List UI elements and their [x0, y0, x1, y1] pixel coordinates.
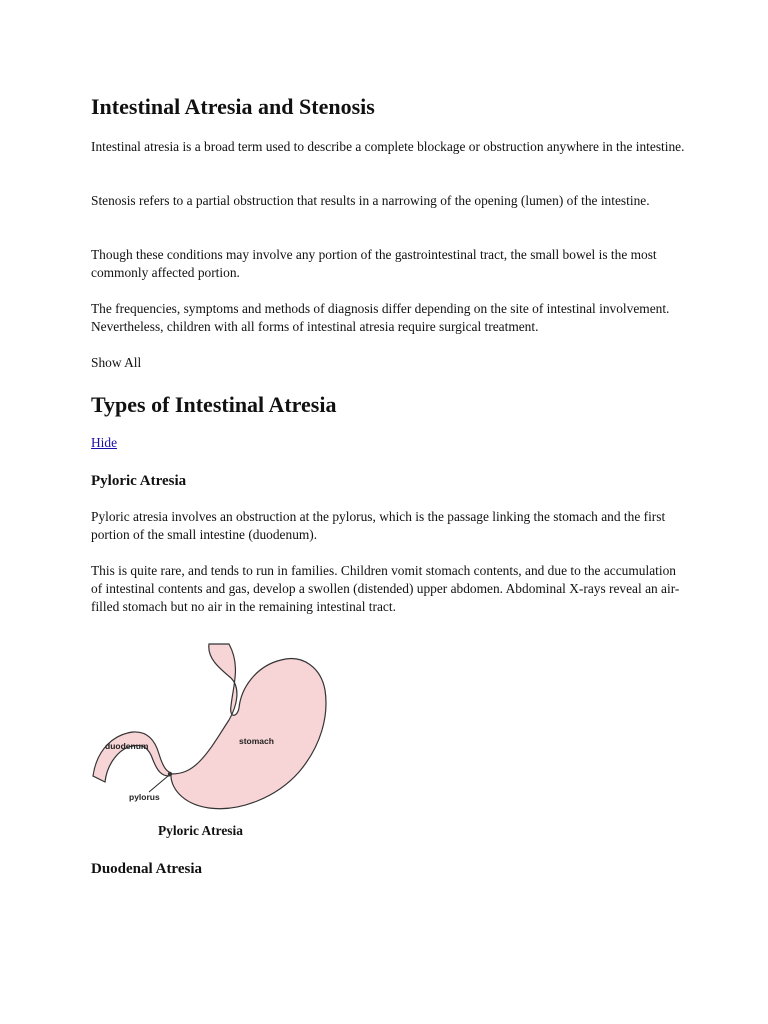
- duodenal-atresia-heading: Duodenal Atresia: [91, 861, 202, 877]
- pyloric-symptoms-paragraph: This is quite rare, and tends to run in families. Children vomit stomach contents, and due to the accumulation of intestinal contents and gas, develop a swollen (distended) upper abdomen. Abdominal X-rays reveal an air-filled stomach but no air in the remaining intestinal tract.: [91, 563, 680, 614]
- pylorus-pointer: [149, 776, 168, 792]
- stomach-illustration: [91, 636, 331, 826]
- show-all-toggle[interactable]: Show All: [91, 355, 142, 370]
- stomach-shape: [171, 644, 326, 809]
- intro-paragraph: Intestinal atresia is a broad term used to describe a complete blockage or obstruction anywhere in the intestine.: [91, 139, 685, 154]
- page-title: Intestinal Atresia and Stenosis: [91, 94, 375, 119]
- pyloric-atresia-heading: Pyloric Atresia: [91, 473, 187, 489]
- location-paragraph: Though these conditions may involve any portion of the gastrointestinal tract, the small bowel is the most commonly affected portion.: [91, 247, 657, 280]
- treatment-paragraph: The frequencies, symptoms and methods of diagnosis differ depending on the site of intestinal involvement. Nevertheless, children with all forms of intestinal atresia require surgical treatment.: [91, 301, 670, 334]
- pylorus-label: pylorus: [129, 792, 160, 802]
- hide-link[interactable]: Hide: [91, 435, 118, 450]
- pylorus-marker: [168, 772, 172, 776]
- figure-caption: Pyloric Atresia: [158, 823, 243, 838]
- duodenum-label: duodenum: [105, 741, 149, 751]
- types-section-title: Types of Intestinal Atresia: [91, 392, 337, 417]
- duodenum-shape: [93, 732, 169, 782]
- stomach-label: stomach: [239, 736, 274, 746]
- pyloric-atresia-diagram: [91, 636, 331, 826]
- pyloric-definition-paragraph: Pyloric atresia involves an obstruction at the pylorus, which is the passage linking the stomach and the first portion of the small intestine (duodenum).: [91, 509, 666, 542]
- stenosis-paragraph: Stenosis refers to a partial obstruction that results in a narrowing of the opening (lumen) of the intestine.: [91, 193, 650, 208]
